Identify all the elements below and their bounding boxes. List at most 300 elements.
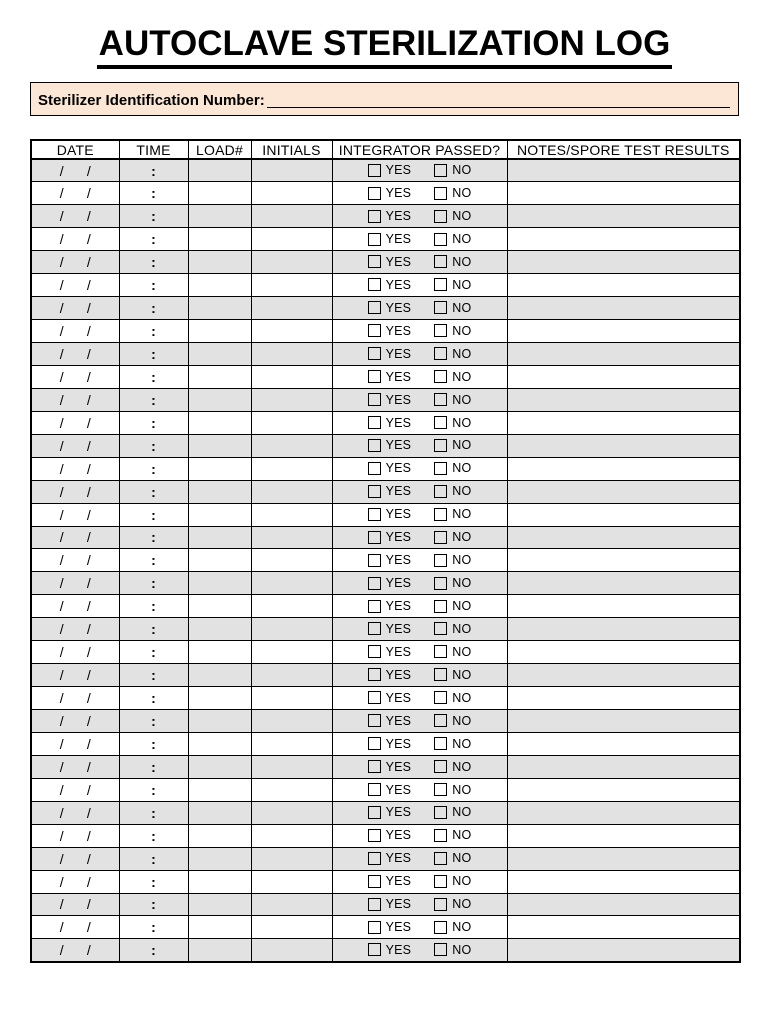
initials-cell[interactable] (251, 182, 332, 205)
date-cell[interactable]: / / (31, 365, 119, 388)
integrator-yes-checkbox[interactable] (368, 622, 381, 635)
date-cell[interactable]: / / (31, 664, 119, 687)
integrator-yes-checkbox[interactable] (368, 829, 381, 842)
integrator-yes-option (368, 943, 412, 957)
integrator-no-checkbox[interactable] (434, 508, 447, 521)
initials-cell[interactable] (251, 320, 332, 343)
load-number-cell[interactable] (188, 847, 251, 870)
initials-cell[interactable] (251, 664, 332, 687)
integrator-no-checkbox[interactable] (434, 829, 447, 842)
notes-cell[interactable] (507, 687, 740, 710)
date-cell[interactable]: / / (31, 480, 119, 503)
integrator-no-label: NO (452, 186, 472, 201)
date-cell[interactable]: / / (31, 618, 119, 641)
integrator-yes-option (368, 438, 412, 452)
initials-cell[interactable] (251, 228, 332, 251)
integrator-no-checkbox[interactable] (434, 370, 447, 383)
notes-cell[interactable] (507, 434, 740, 457)
integrator-no-checkbox[interactable] (434, 416, 447, 429)
integrator-no-checkbox[interactable] (434, 875, 447, 888)
integrator-yes-option (368, 553, 412, 567)
integrator-passed-cell (332, 388, 507, 411)
load-number-cell[interactable] (188, 664, 251, 687)
integrator-yes-label: YES (385, 920, 412, 935)
time-cell[interactable]: : (119, 870, 188, 893)
integrator-passed-cell (332, 710, 507, 733)
load-number-cell[interactable] (188, 503, 251, 526)
time-cell[interactable]: : (119, 159, 188, 182)
integrator-yes-checkbox[interactable] (368, 691, 381, 704)
integrator-yes-checkbox[interactable] (368, 416, 381, 429)
date-cell[interactable]: / / (31, 549, 119, 572)
initials-cell[interactable] (251, 595, 332, 618)
integrator-no-checkbox[interactable] (434, 668, 447, 681)
load-number-cell[interactable] (188, 457, 251, 480)
integrator-yes-checkbox[interactable] (368, 439, 381, 452)
load-number-cell[interactable] (188, 824, 251, 847)
load-number-cell[interactable] (188, 916, 251, 939)
date-cell[interactable]: / / (31, 182, 119, 205)
time-cell[interactable]: : (119, 824, 188, 847)
date-cell[interactable]: / / (31, 205, 119, 228)
date-cell[interactable]: / / (31, 687, 119, 710)
time-cell[interactable]: : (119, 549, 188, 572)
time-cell[interactable]: : (119, 388, 188, 411)
integrator-yes-option (368, 760, 412, 774)
integrator-no-checkbox[interactable] (434, 943, 447, 956)
integrator-no-checkbox[interactable] (434, 439, 447, 452)
log-row (31, 824, 740, 847)
notes-cell[interactable] (507, 572, 740, 595)
integrator-yes-label: YES (385, 484, 412, 499)
integrator-yes-checkbox[interactable] (368, 278, 381, 291)
date-cell[interactable]: / / (31, 641, 119, 664)
initials-cell[interactable] (251, 205, 332, 228)
integrator-no-option (434, 805, 471, 819)
initials-cell[interactable] (251, 365, 332, 388)
time-cell[interactable]: : (119, 572, 188, 595)
integrator-no-label: NO (452, 828, 472, 843)
integrator-no-label: NO (452, 232, 472, 247)
notes-cell[interactable] (507, 847, 740, 870)
load-number-cell[interactable] (188, 297, 251, 320)
integrator-yes-checkbox[interactable] (368, 852, 381, 865)
date-cell[interactable]: / / (31, 939, 119, 962)
integrator-no-checkbox[interactable] (434, 187, 447, 200)
time-cell[interactable]: : (119, 778, 188, 801)
time-cell[interactable]: : (119, 710, 188, 733)
notes-cell[interactable] (507, 365, 740, 388)
date-cell[interactable]: / / (31, 297, 119, 320)
integrator-yes-option (368, 920, 412, 934)
notes-cell[interactable] (507, 732, 740, 755)
date-cell[interactable]: / / (31, 572, 119, 595)
integrator-yes-checkbox[interactable] (368, 577, 381, 590)
load-number-cell[interactable] (188, 687, 251, 710)
notes-cell[interactable] (507, 503, 740, 526)
time-cell[interactable]: : (119, 480, 188, 503)
date-cell[interactable]: / / (31, 870, 119, 893)
integrator-no-checkbox[interactable] (434, 485, 447, 498)
load-number-cell[interactable] (188, 159, 251, 182)
integrator-no-label: NO (452, 667, 472, 682)
time-cell[interactable]: : (119, 595, 188, 618)
initials-cell[interactable] (251, 411, 332, 434)
notes-cell[interactable] (507, 343, 740, 366)
load-number-cell[interactable] (188, 343, 251, 366)
integrator-passed-cell (332, 480, 507, 503)
load-number-cell[interactable] (188, 778, 251, 801)
integrator-yes-checkbox[interactable] (368, 943, 381, 956)
integrator-passed-cell (332, 411, 507, 434)
notes-cell[interactable] (507, 595, 740, 618)
time-cell[interactable]: : (119, 228, 188, 251)
notes-cell[interactable] (507, 916, 740, 939)
initials-cell[interactable] (251, 916, 332, 939)
time-cell[interactable]: : (119, 893, 188, 916)
load-number-cell[interactable] (188, 801, 251, 824)
notes-cell[interactable] (507, 710, 740, 733)
load-number-cell[interactable] (188, 893, 251, 916)
date-cell[interactable]: / / (31, 824, 119, 847)
date-cell[interactable]: / / (31, 228, 119, 251)
load-number-cell[interactable] (188, 411, 251, 434)
time-cell[interactable]: : (119, 457, 188, 480)
integrator-yes-checkbox[interactable] (368, 370, 381, 383)
integrator-yes-label: YES (385, 759, 412, 774)
integrator-yes-checkbox[interactable] (368, 898, 381, 911)
date-cell[interactable]: / / (31, 251, 119, 274)
integrator-no-checkbox[interactable] (434, 783, 447, 796)
notes-cell[interactable] (507, 801, 740, 824)
integrator-no-checkbox[interactable] (434, 301, 447, 314)
load-number-cell[interactable] (188, 755, 251, 778)
integrator-no-option (434, 576, 471, 590)
sterilizer-id-input-line[interactable] (267, 106, 730, 108)
integrator-yes-checkbox[interactable] (368, 760, 381, 773)
time-cell[interactable]: : (119, 847, 188, 870)
time-cell[interactable]: : (119, 687, 188, 710)
integrator-no-checkbox[interactable] (434, 278, 447, 291)
integrator-yes-label: YES (385, 277, 412, 292)
time-cell[interactable]: : (119, 434, 188, 457)
integrator-no-option (434, 186, 471, 200)
initials-cell[interactable] (251, 434, 332, 457)
integrator-no-label: NO (452, 163, 472, 178)
initials-cell[interactable] (251, 297, 332, 320)
date-cell[interactable]: / / (31, 916, 119, 939)
date-cell[interactable]: / / (31, 778, 119, 801)
time-cell[interactable]: : (119, 503, 188, 526)
notes-cell[interactable] (507, 870, 740, 893)
initials-cell[interactable] (251, 870, 332, 893)
load-number-cell[interactable] (188, 205, 251, 228)
notes-cell[interactable] (507, 411, 740, 434)
initials-cell[interactable] (251, 893, 332, 916)
notes-cell[interactable] (507, 641, 740, 664)
integrator-yes-checkbox[interactable] (368, 210, 381, 223)
initials-cell[interactable] (251, 847, 332, 870)
notes-cell[interactable] (507, 755, 740, 778)
integrator-no-checkbox[interactable] (434, 324, 447, 337)
time-cell[interactable]: : (119, 251, 188, 274)
integrator-yes-checkbox[interactable] (368, 806, 381, 819)
load-number-cell[interactable] (188, 182, 251, 205)
integrator-yes-option (368, 897, 412, 911)
integrator-yes-checkbox[interactable] (368, 668, 381, 681)
integrator-passed-cell (332, 549, 507, 572)
notes-cell[interactable] (507, 549, 740, 572)
load-number-cell[interactable] (188, 549, 251, 572)
time-cell[interactable]: : (119, 320, 188, 343)
integrator-no-checkbox[interactable] (434, 255, 447, 268)
date-cell[interactable]: / / (31, 159, 119, 182)
notes-cell[interactable] (507, 664, 740, 687)
load-number-cell[interactable] (188, 870, 251, 893)
integrator-passed-cell (332, 365, 507, 388)
notes-cell[interactable] (507, 618, 740, 641)
integrator-yes-option (368, 851, 412, 865)
integrator-passed-cell (332, 159, 507, 182)
load-number-cell[interactable] (188, 480, 251, 503)
time-cell[interactable]: : (119, 365, 188, 388)
log-row (31, 388, 740, 411)
integrator-yes-option (368, 416, 412, 430)
notes-cell[interactable] (507, 778, 740, 801)
integrator-yes-checkbox[interactable] (368, 347, 381, 360)
notes-cell[interactable] (507, 205, 740, 228)
load-number-cell[interactable] (188, 434, 251, 457)
initials-cell[interactable] (251, 503, 332, 526)
initials-cell[interactable] (251, 251, 332, 274)
integrator-yes-checkbox[interactable] (368, 554, 381, 567)
log-row (31, 274, 740, 297)
initials-cell[interactable] (251, 159, 332, 182)
load-number-cell[interactable] (188, 526, 251, 549)
initials-cell[interactable] (251, 480, 332, 503)
column-header-integrator: INTEGRATOR PASSED? (332, 140, 507, 159)
integrator-yes-checkbox[interactable] (368, 600, 381, 613)
initials-cell[interactable] (251, 687, 332, 710)
initials-cell[interactable] (251, 801, 332, 824)
integrator-no-checkbox[interactable] (434, 622, 447, 635)
load-number-cell[interactable] (188, 388, 251, 411)
date-cell[interactable]: / / (31, 434, 119, 457)
time-cell[interactable]: : (119, 939, 188, 962)
integrator-yes-option (368, 484, 412, 498)
time-cell[interactable]: : (119, 916, 188, 939)
notes-cell[interactable] (507, 297, 740, 320)
time-cell[interactable]: : (119, 343, 188, 366)
integrator-no-checkbox[interactable] (434, 691, 447, 704)
integrator-yes-option (368, 186, 412, 200)
load-number-cell[interactable] (188, 274, 251, 297)
integrator-passed-cell (332, 205, 507, 228)
date-cell[interactable]: / / (31, 526, 119, 549)
initials-cell[interactable] (251, 641, 332, 664)
integrator-yes-checkbox[interactable] (368, 921, 381, 934)
notes-cell[interactable] (507, 251, 740, 274)
integrator-yes-checkbox[interactable] (368, 324, 381, 337)
load-number-cell[interactable] (188, 618, 251, 641)
load-number-cell[interactable] (188, 710, 251, 733)
integrator-no-checkbox[interactable] (434, 393, 447, 406)
integrator-no-checkbox[interactable] (434, 645, 447, 658)
load-number-cell[interactable] (188, 251, 251, 274)
date-cell[interactable]: / / (31, 710, 119, 733)
time-cell[interactable]: : (119, 526, 188, 549)
notes-cell[interactable] (507, 480, 740, 503)
notes-cell[interactable] (507, 824, 740, 847)
initials-cell[interactable] (251, 710, 332, 733)
time-cell[interactable]: : (119, 411, 188, 434)
integrator-no-label: NO (452, 782, 472, 797)
notes-cell[interactable] (507, 388, 740, 411)
integrator-yes-checkbox[interactable] (368, 187, 381, 200)
integrator-yes-checkbox[interactable] (368, 875, 381, 888)
notes-cell[interactable] (507, 320, 740, 343)
time-cell[interactable]: : (119, 297, 188, 320)
date-cell[interactable]: / / (31, 732, 119, 755)
notes-cell[interactable] (507, 526, 740, 549)
page-title (30, 24, 739, 69)
notes-cell[interactable] (507, 893, 740, 916)
time-cell[interactable]: : (119, 274, 188, 297)
integrator-no-label: NO (452, 736, 472, 751)
integrator-no-checkbox[interactable] (434, 531, 447, 544)
date-cell[interactable]: / / (31, 847, 119, 870)
date-cell[interactable]: / / (31, 411, 119, 434)
notes-cell[interactable] (507, 274, 740, 297)
initials-cell[interactable] (251, 388, 332, 411)
initials-cell[interactable] (251, 939, 332, 962)
integrator-yes-checkbox[interactable] (368, 485, 381, 498)
integrator-no-checkbox[interactable] (434, 164, 447, 177)
initials-cell[interactable] (251, 778, 332, 801)
integrator-no-checkbox[interactable] (434, 806, 447, 819)
load-number-cell[interactable] (188, 572, 251, 595)
notes-cell[interactable] (507, 457, 740, 480)
integrator-yes-checkbox[interactable] (368, 531, 381, 544)
integrator-yes-checkbox[interactable] (368, 783, 381, 796)
notes-cell[interactable] (507, 159, 740, 182)
initials-cell[interactable] (251, 824, 332, 847)
initials-cell[interactable] (251, 526, 332, 549)
notes-cell[interactable] (507, 182, 740, 205)
initials-cell[interactable] (251, 755, 332, 778)
integrator-yes-checkbox[interactable] (368, 714, 381, 727)
initials-cell[interactable] (251, 618, 332, 641)
integrator-no-label: NO (452, 209, 472, 224)
integrator-no-checkbox[interactable] (434, 347, 447, 360)
integrator-no-checkbox[interactable] (434, 852, 447, 865)
integrator-yes-option (368, 301, 412, 315)
integrator-no-label: NO (452, 461, 472, 476)
time-cell[interactable]: : (119, 618, 188, 641)
date-cell[interactable]: / / (31, 503, 119, 526)
integrator-no-label: NO (452, 507, 472, 522)
integrator-no-checkbox[interactable] (434, 898, 447, 911)
integrator-no-label: NO (452, 392, 472, 407)
integrator-yes-checkbox[interactable] (368, 508, 381, 521)
initials-cell[interactable] (251, 732, 332, 755)
integrator-yes-checkbox[interactable] (368, 737, 381, 750)
initials-cell[interactable] (251, 572, 332, 595)
load-number-cell[interactable] (188, 228, 251, 251)
integrator-yes-option (368, 668, 412, 682)
integrator-no-label: NO (452, 369, 472, 384)
integrator-no-checkbox[interactable] (434, 714, 447, 727)
integrator-no-option (434, 691, 471, 705)
load-number-cell[interactable] (188, 365, 251, 388)
integrator-no-option (434, 599, 471, 613)
integrator-no-checkbox[interactable] (434, 600, 447, 613)
load-number-cell[interactable] (188, 641, 251, 664)
integrator-no-checkbox[interactable] (434, 760, 447, 773)
integrator-yes-label: YES (385, 461, 412, 476)
date-cell[interactable]: / / (31, 388, 119, 411)
integrator-no-checkbox[interactable] (434, 737, 447, 750)
log-row (31, 664, 740, 687)
integrator-passed-cell (332, 641, 507, 664)
time-cell[interactable]: : (119, 641, 188, 664)
time-cell[interactable]: : (119, 205, 188, 228)
load-number-cell[interactable] (188, 595, 251, 618)
integrator-yes-checkbox[interactable] (368, 301, 381, 314)
integrator-yes-label: YES (385, 507, 412, 522)
load-number-cell[interactable] (188, 939, 251, 962)
integrator-no-label: NO (452, 254, 472, 269)
notes-cell[interactable] (507, 939, 740, 962)
date-cell[interactable]: / / (31, 755, 119, 778)
time-cell[interactable]: : (119, 182, 188, 205)
notes-cell[interactable] (507, 228, 740, 251)
integrator-yes-checkbox[interactable] (368, 462, 381, 475)
integrator-yes-checkbox[interactable] (368, 164, 381, 177)
initials-cell[interactable] (251, 457, 332, 480)
integrator-no-option (434, 416, 471, 430)
integrator-no-checkbox[interactable] (434, 921, 447, 934)
integrator-yes-checkbox[interactable] (368, 233, 381, 246)
date-cell[interactable]: / / (31, 801, 119, 824)
time-cell[interactable]: : (119, 664, 188, 687)
date-cell[interactable]: / / (31, 274, 119, 297)
initials-cell[interactable] (251, 274, 332, 297)
date-cell[interactable]: / / (31, 320, 119, 343)
load-number-cell[interactable] (188, 320, 251, 343)
initials-cell[interactable] (251, 549, 332, 572)
date-cell[interactable]: / / (31, 893, 119, 916)
integrator-yes-option (368, 714, 412, 728)
date-cell[interactable]: / / (31, 595, 119, 618)
integrator-yes-checkbox[interactable] (368, 255, 381, 268)
integrator-yes-checkbox[interactable] (368, 393, 381, 406)
time-cell[interactable]: : (119, 732, 188, 755)
load-number-cell[interactable] (188, 732, 251, 755)
integrator-yes-label: YES (385, 254, 412, 269)
integrator-no-checkbox[interactable] (434, 233, 447, 246)
date-cell[interactable]: / / (31, 343, 119, 366)
integrator-no-checkbox[interactable] (434, 577, 447, 590)
integrator-no-checkbox[interactable] (434, 210, 447, 223)
integrator-no-checkbox[interactable] (434, 554, 447, 567)
integrator-yes-checkbox[interactable] (368, 645, 381, 658)
time-cell[interactable]: : (119, 801, 188, 824)
date-cell[interactable]: / / (31, 457, 119, 480)
integrator-no-checkbox[interactable] (434, 462, 447, 475)
initials-cell[interactable] (251, 343, 332, 366)
time-cell[interactable]: : (119, 755, 188, 778)
